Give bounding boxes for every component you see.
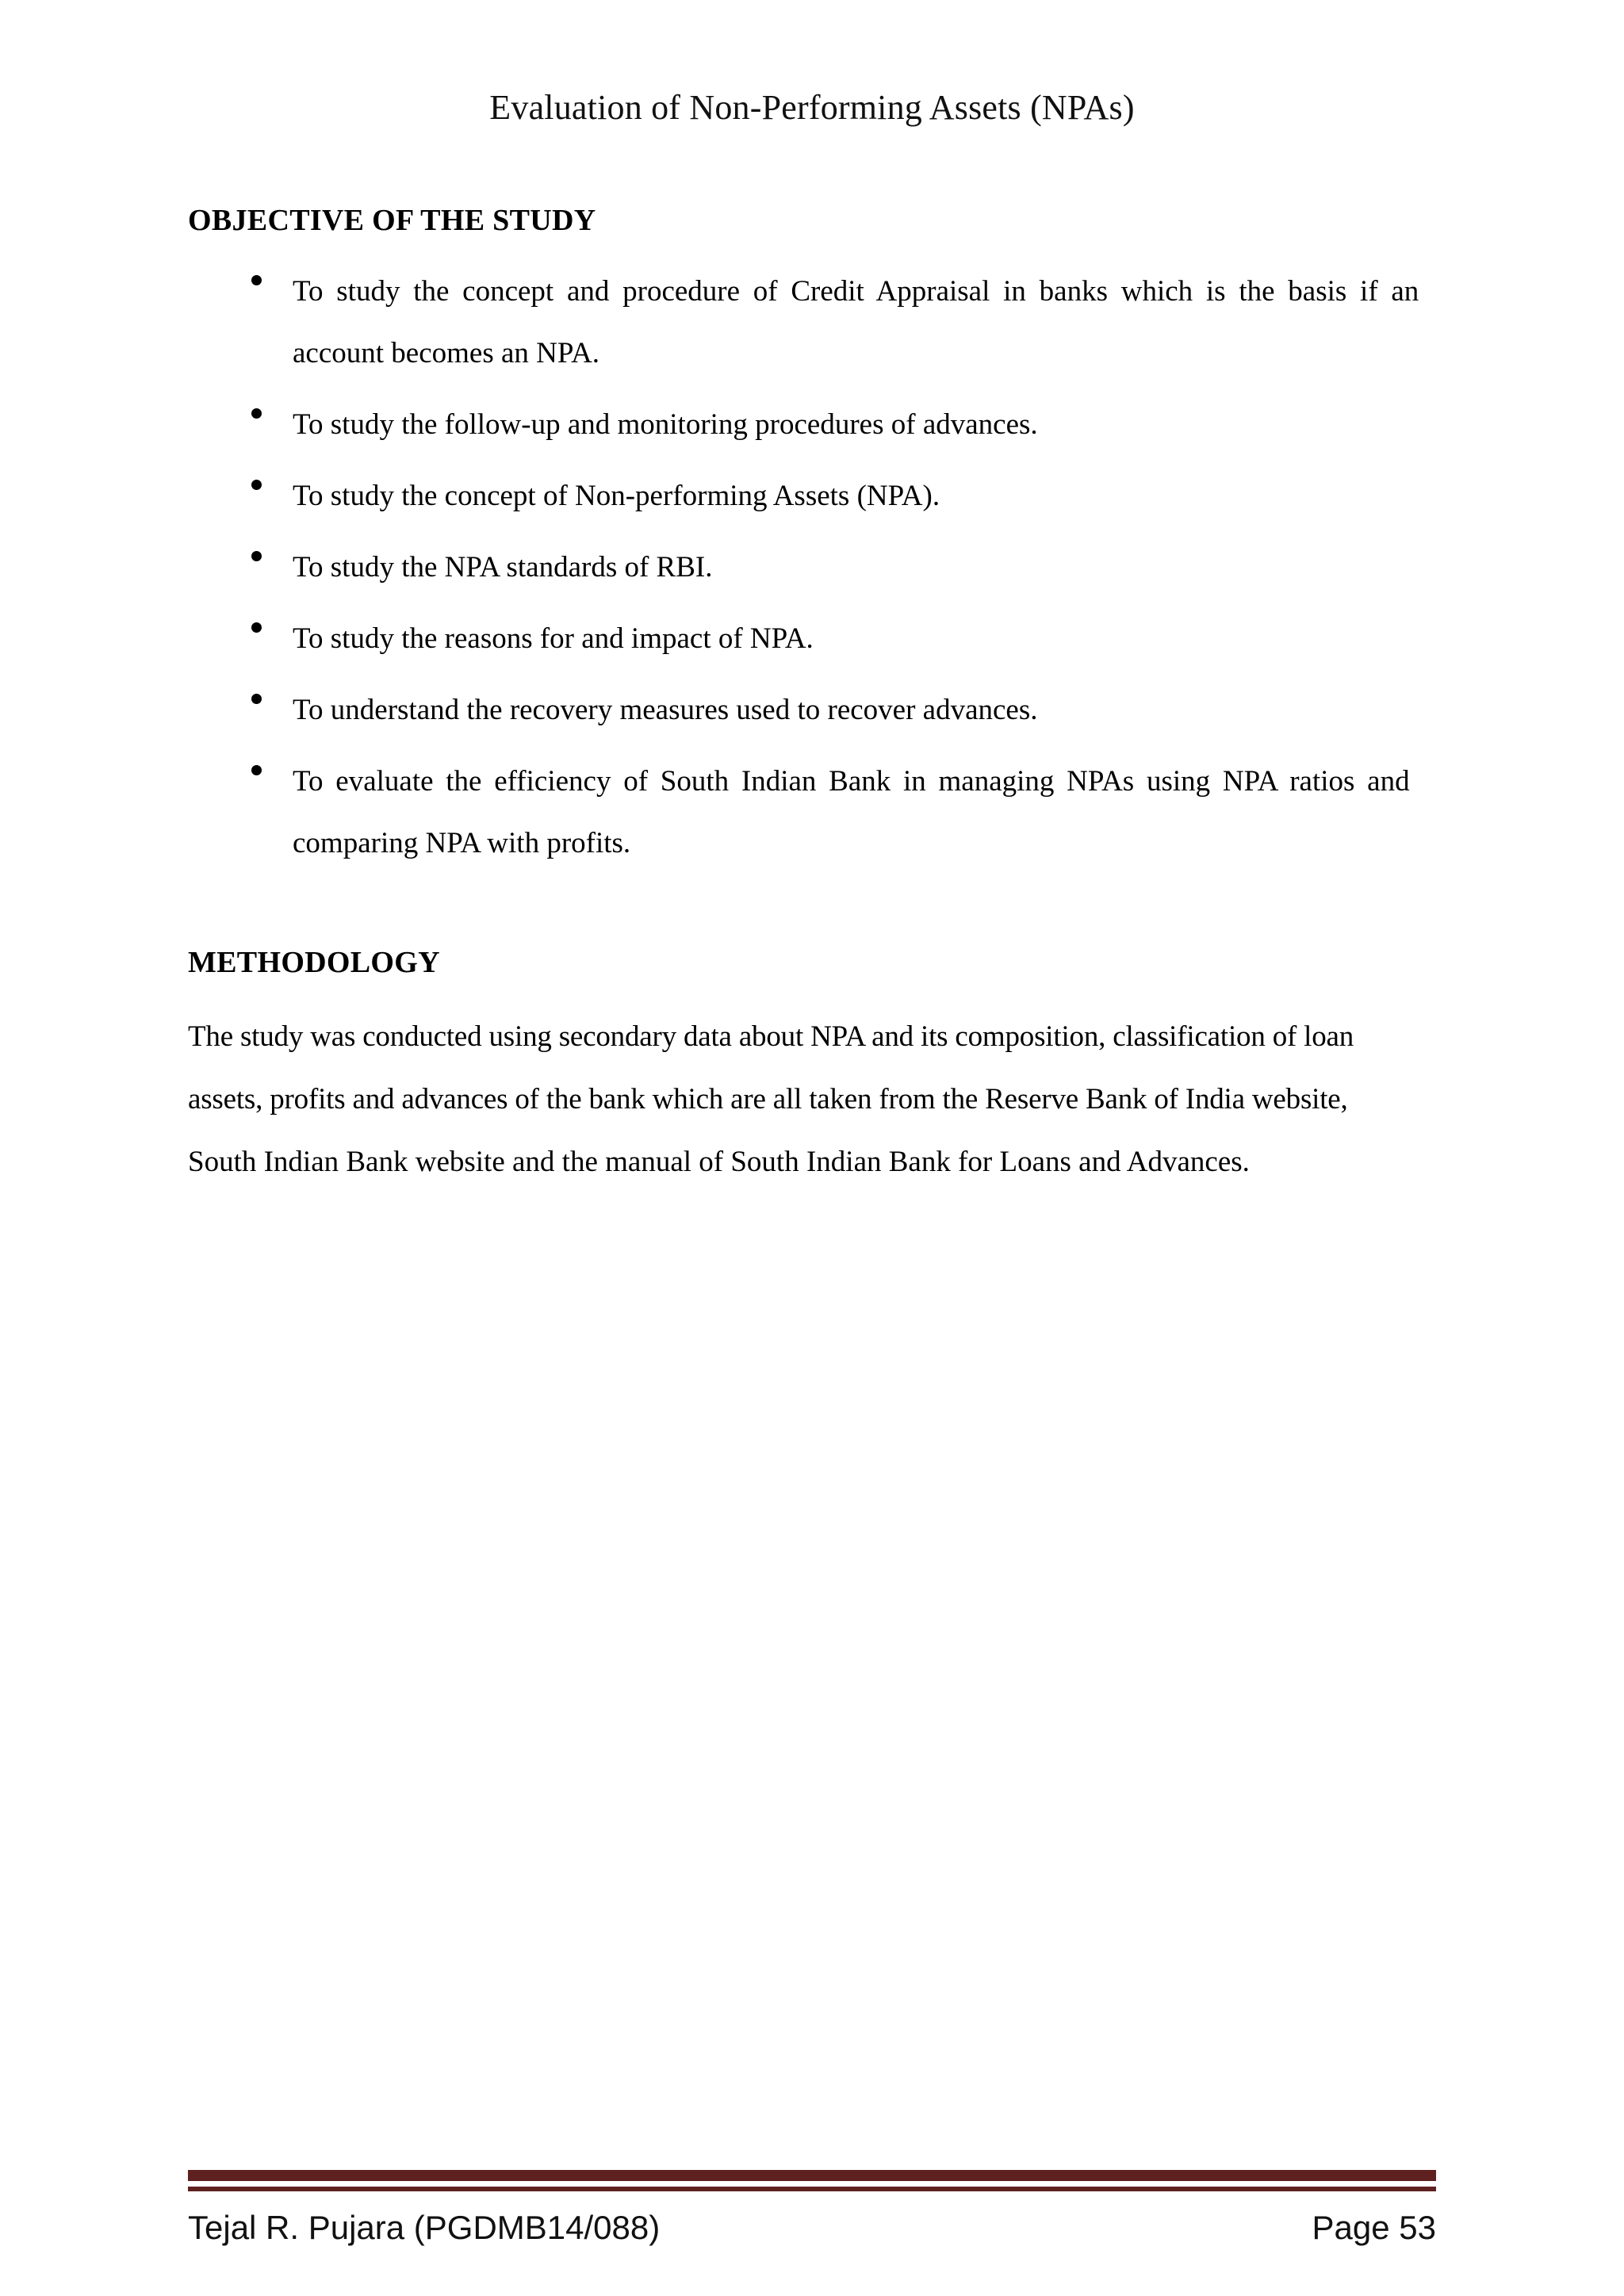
methodology-paragraph [188, 1005, 1434, 1193]
list-item-line: To evaluate the efficiency of South Indian Bank in managing NPAs using NPA ratios and [293, 764, 1410, 798]
list-item-line: To study the concept of Non-performing Assets (NPA). [293, 479, 940, 512]
footer-rule-thin [188, 2187, 1436, 2191]
bullet-dot-icon [251, 275, 262, 285]
list-item-line: To study the reasons for and impact of NPA. [293, 622, 814, 655]
footer-page-number: Page 53 [1312, 2209, 1436, 2246]
bullet-dot-icon [251, 622, 262, 633]
footer-row [188, 2209, 1436, 2247]
list-item-line: To study the concept and procedure of Credit Appraisal in banks which is the basis if an [293, 274, 1419, 308]
bullet-dot-icon [251, 765, 262, 775]
bullet-dot-icon [251, 480, 262, 490]
objectives-list [188, 261, 1434, 874]
list-item-line: account becomes an NPA. [293, 336, 600, 369]
footer-rule-thick [188, 2170, 1436, 2181]
bullet-dot-icon [251, 694, 262, 704]
list-item [188, 261, 1434, 385]
list-item [188, 679, 1434, 741]
header-title: Evaluation of Non-Performing Assets (NPAs) [489, 88, 1135, 127]
bullet-dot-icon [251, 551, 262, 561]
list-item [188, 608, 1434, 670]
list-item [188, 394, 1434, 456]
list-item [188, 465, 1434, 527]
footer-rule-gap [188, 2181, 1436, 2187]
list-item-line: To study the follow-up and monitoring procedures of advances. [293, 408, 1038, 441]
methodology-heading: METHODOLOGY [188, 945, 440, 979]
footer-divider [188, 2170, 1436, 2191]
page-footer [188, 2170, 1436, 2247]
page-content [188, 202, 1434, 1193]
list-item [188, 537, 1434, 599]
objective-heading: OBJECTIVE OF THE STUDY [188, 204, 596, 237]
paragraph-line: assets, profits and advances of the bank which are all taken from the Reserve Bank of India website, [188, 1083, 1348, 1115]
list-item-line: comparing NPA with profits. [293, 826, 631, 859]
list-item-line: To study the NPA standards of RBI. [293, 550, 713, 584]
paragraph-line: South Indian Bank website and the manual of South Indian Bank for Loans and Advances. [188, 1146, 1250, 1178]
list-item-line: To understand the recovery measures used to recover advances. [293, 693, 1038, 726]
list-item [188, 751, 1434, 874]
paragraph-line: The study was conducted using secondary data about NPA and its composition, classification of loan [188, 1020, 1354, 1053]
page-header [0, 87, 1624, 129]
footer-author: Tejal R. Pujara (PGDMB14/088) [188, 2209, 661, 2246]
bullet-dot-icon [251, 408, 262, 419]
